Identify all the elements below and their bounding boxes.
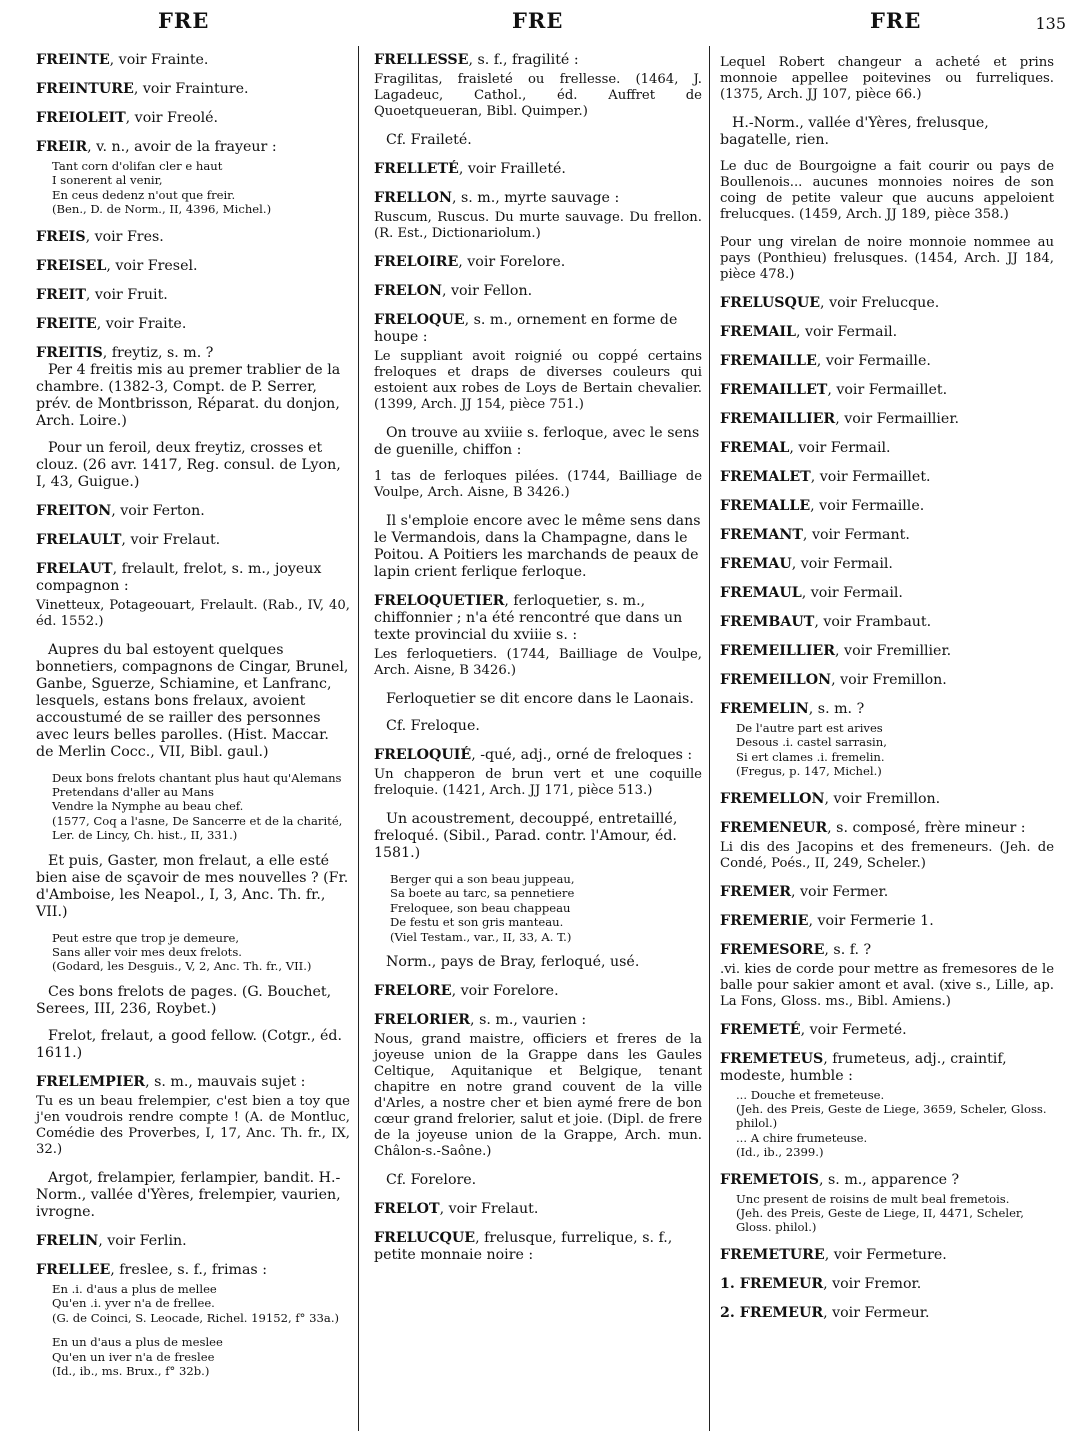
entry-definition: , voir Frainture. [133, 81, 249, 97]
headword: FREMAL [720, 440, 790, 456]
entry-definition: , voir Fermerie 1. [808, 912, 934, 929]
entry-definition: , s. m., vaurien : [470, 1012, 587, 1029]
headword: FREMBAUT [720, 614, 815, 630]
dictionary-entry [720, 1022, 1054, 1039]
entry-headline [36, 52, 350, 69]
headword: FREMETEUS [720, 1050, 824, 1067]
entry-definition: , frumeteus, adj., craintif, modeste, humble : [720, 1050, 1007, 1084]
headword: FRELOQUE [374, 312, 465, 328]
entry-definition: , frelault, frelot, s. m., joyeux compagnon : [36, 560, 322, 594]
citation: Ruscum, Ruscus. Du murte sauvage. Du frellon. (R. Est., Dictionariolum.) [374, 210, 702, 241]
entry-headline [374, 283, 702, 300]
dictionary-entry [36, 287, 350, 304]
entry-definition: , s. m., apparence ? [819, 1171, 960, 1188]
column-1 [36, 52, 350, 1390]
headword: FRELORE [374, 983, 452, 1000]
entry-definition: , voir Fremillon. [824, 790, 941, 807]
entry-definition: , voir Fraite. [96, 315, 187, 332]
dictionary-entry [36, 139, 350, 217]
citation: .vi. kies de corde pour mettre as fremesores de le balle pour sakier amont et aval. (xive s., Lille, ap. La Fons, Gloss. ms., Bibl. Amiens.) [720, 961, 1054, 1009]
entry-headline [374, 312, 702, 346]
citation: Les ferloquetiers. (1744, Bailliage de Voulpe, Arch. Aisne, B 3426.) [374, 647, 702, 678]
headword: FRELON [374, 283, 442, 299]
entry-headline [720, 1172, 1054, 1189]
dictionary-entry [374, 312, 702, 581]
entry-definition: , s. m., myrte sauvage : [451, 190, 620, 206]
entry-definition: , voir Fermer. [791, 883, 889, 900]
entry-definition: , voir Fremillier. [835, 643, 952, 659]
dictionary-entry [720, 353, 1054, 370]
citation: Pour ung virelan de noire monnoie nommee au pays (Ponthieu) frelusques. (1454, Arch. JJ 184, pièce 478.) [720, 235, 1054, 282]
entry-headline [720, 1247, 1054, 1264]
verse-citation: En .i. d'aus a plus de mellee Qu'en .i. yver n'a de frellee. (G. de Coinci, S. Leocade, Richel. 19152, f° 33a.) [52, 1281, 340, 1325]
entry-definition: , voir Frainte. [109, 52, 209, 68]
entry-headline [374, 1012, 702, 1029]
entry-headline [720, 1051, 1054, 1085]
entry-paragraph: Per 4 freitis mis au premer trablier de la chambre. (1382-3, Compt. de P. Serrer, prév. de Montbrisson, Réparat. du donjon, Arch. Loire.) [36, 361, 341, 429]
entry-paragraph: Aupres du bal estoyent quelques bonnetiers, compagnons de Cingar, Brunel, Ganbe, Sguerze, Schiamine, et Lanfranc, lesquels, estans bons frelaux, avoient accoustumé de se railler des personnes avec leurs belles parolles. (Hist. Maccar. de Merlin Cocc., VII, Bibl. gaul.) [36, 641, 349, 760]
entry-definition: , voir Fellon. [441, 283, 533, 299]
headword: 1. FREMEUR [720, 1275, 824, 1292]
headword: FREITE [36, 315, 97, 332]
entry-headline [36, 316, 350, 333]
headword: FREMAU [720, 556, 792, 572]
headword: FREMEILLON [720, 672, 832, 688]
entry-headline [374, 983, 702, 1000]
dictionary-entry [720, 585, 1054, 602]
entry-headline [720, 527, 1054, 544]
dictionary-entry [36, 1233, 350, 1250]
entry-definition: , voir Fruit. [85, 286, 168, 303]
entry-headline [36, 1233, 350, 1250]
entry-definition: , voir Fermail. [796, 324, 898, 340]
dictionary-entry [36, 503, 350, 520]
column-rule-1 [358, 46, 359, 1431]
dictionary-entry [374, 747, 702, 971]
headword: FRELEMPIER [36, 1073, 146, 1090]
entry-definition: , voir Fermail. [789, 440, 891, 456]
entry-definition: , voir Ferton. [111, 502, 205, 519]
headword: FREIR [36, 139, 88, 155]
entry-definition: , s. f., fragilité : [468, 52, 579, 68]
verse-citation: Deux bons frelots chantant plus haut qu'Alemans Pretendans d'aller au Mans Vendre la Nymphe au beau chef. (1577, Coq a l'asne, De Sancerre et de la charité, Ler. de Lincy, Ch. hist., II, 331.) [52, 770, 343, 843]
entry-definition: , voir Fremor. [823, 1275, 922, 1292]
entry-definition: , s. m. ? [808, 701, 865, 717]
dictionary-entry [720, 1172, 1054, 1235]
headword: FREMER [720, 883, 791, 900]
entry-headline [720, 469, 1054, 486]
entry-headline [374, 52, 702, 69]
dictionary-entry [720, 1247, 1054, 1264]
headword: FRELUSQUE [720, 295, 821, 311]
entry-headline [720, 942, 1054, 959]
entry-definition: , voir Frelaut. [439, 1201, 539, 1218]
entry-definition: , freytiz, s. m. ? [102, 344, 214, 361]
headword: FREISEL [36, 257, 107, 274]
entry-paragraph: On trouve au xviiie s. ferloque, avec le sens de guenille, chiffon : [374, 425, 700, 458]
entry-headline [720, 643, 1054, 660]
entry-definition: , voir Fermeture. [824, 1246, 947, 1263]
column-2 [374, 52, 702, 1276]
dictionary-entry [374, 283, 702, 300]
dictionary-entry [36, 345, 350, 491]
dictionary-entry [36, 52, 350, 69]
dictionary-entry [36, 532, 350, 549]
entry-headline [36, 81, 350, 98]
dictionary-entry [36, 1262, 350, 1378]
entry-headline [36, 229, 350, 246]
header-right: FRE [870, 8, 922, 33]
dictionary-entry [720, 527, 1054, 544]
dictionary-entry [720, 324, 1054, 341]
dictionary-entry [720, 614, 1054, 631]
dictionary-entry [720, 820, 1054, 872]
entry-headline [374, 747, 702, 764]
dictionary-entry [720, 942, 1054, 1010]
citation: 1 tas de ferloques pilées. (1744, Bailliage de Voulpe, Arch. Aisne, B 3426.) [374, 469, 702, 500]
dictionary-entry [374, 161, 702, 178]
header-center: FRE [512, 8, 564, 33]
dictionary-entry [374, 1201, 702, 1218]
dictionary-entry [720, 411, 1054, 428]
citation: Li dis des Jacopins et des fremeneurs. (Jeh. de Condé, Poés., II, 249, Scheler.) [720, 839, 1054, 871]
dictionary-entry [720, 701, 1054, 779]
entry-headline [720, 672, 1054, 689]
entry-headline [720, 295, 1054, 312]
entry-headline [720, 556, 1054, 573]
headword: FREINTURE [36, 81, 134, 97]
verse-citation: De l'autre part est arives Desous .i. castel sarrasin, Si ert clames .i. fremelin. (Fregus, p. 147, Michel.) [736, 721, 887, 779]
entry-headline [36, 503, 350, 520]
dictionary-entry [36, 316, 350, 333]
citation: Le duc de Bourgoigne a fait courir ou pays de Boullenois... aucunes monnoies noires de son coing de petite valeur que aucuns appeloient frelucques. (1459, Arch. JJ 189, pièce 358.) [720, 159, 1054, 222]
entry-paragraph: Un acoustrement, decouppé, entretaillé, freloqué. (Sibil., Parad. contr. l'Amour, éd. 1581.) [374, 811, 678, 861]
entry-paragraph: Norm., pays de Bray, ferloqué, usé. [386, 954, 640, 971]
headword: FREMALLE [720, 498, 811, 514]
headword: FRELLETÉ [374, 161, 459, 177]
citation: Nous, grand maistre, officiers et freres de la joyeuse union de la Grappe dans les Gaules Celtique, Aquitanique et Belgique, tenant chapitre en notre grand couvent de la ville d'Arles, a nostre cher et bien aymé frere de bon cœur grand frelorier, salut et joie. (Dipl. de frere de la joyeuse union de la Grappe, Arch. mun. Châlon-s.-Saône.) [374, 1032, 702, 1160]
entry-headline [374, 161, 702, 178]
headword: FREMAILLET [720, 382, 828, 398]
dictionary-entry [36, 81, 350, 98]
entry-headline [374, 593, 702, 644]
entry-definition: , ferloquetier, s. m., chiffonnier ; n'a été rencontré que dans un texte provincial du xviiie s. : [374, 593, 683, 643]
verse-citation: Unc present de roisins de mult beal fremetois. (Jeh. des Preis, Geste de Liege, II, 4471, Scheler, Gloss. philol.) [736, 1191, 1024, 1235]
dictionary-entry [720, 643, 1054, 660]
entry-paragraph: Pour un feroil, deux freytiz, crosses et clouz. (26 avr. 1417, Reg. consul. de Lyon, I, 43, Guigue.) [36, 439, 341, 490]
headword: FRELLEE [36, 1261, 111, 1278]
entry-headline [36, 345, 350, 362]
entry-headline [720, 791, 1054, 808]
headword: FRELORIER [374, 1012, 471, 1029]
verse-citation: En un d'aus a plus de meslee Qu'en un iver n'a de freslee (Id., ib., ms. Brux., f° 32b.) [52, 1335, 223, 1378]
headword: FREMERIE [720, 912, 809, 929]
entry-definition: , voir Frailleté. [458, 161, 566, 177]
dictionary-entry [374, 1012, 702, 1189]
entry-headline [374, 1201, 702, 1218]
headword: FRELUCQUE [374, 1230, 476, 1247]
entry-definition: , voir Freolé. [125, 110, 219, 126]
headword: FREMAUL [720, 585, 802, 601]
entry-definition: , voir Fremillon. [831, 672, 947, 688]
headword: FRELOT [374, 1201, 440, 1218]
entry-headline [720, 1022, 1054, 1039]
running-header [0, 8, 1078, 38]
headword: FREMELLON [720, 790, 825, 807]
entry-headline [36, 1074, 350, 1091]
entry-definition: , voir Fermaille. [810, 498, 925, 514]
headword: FRELAUT [36, 560, 113, 577]
entry-definition: , freslee, s. f., frimas : [110, 1261, 267, 1278]
dictionary-entry [374, 254, 702, 271]
dictionary-entry [374, 1230, 702, 1264]
entry-definition: , voir Fermeté. [800, 1021, 907, 1038]
entry-definition: , voir Fermail. [791, 556, 893, 572]
dictionary-entry [720, 913, 1054, 930]
entry-headline [720, 1305, 1054, 1322]
headword: FRELOQUIÉ [374, 747, 472, 763]
entry-definition: , voir Fermeur. [823, 1304, 930, 1321]
entry-paragraph: Argot, frelampier, ferlampier, bandit. H.-Norm., vallée d'Yères, frelempier, vaurien, ivrogne. [36, 1169, 341, 1220]
entry-definition: , voir Frambaut. [814, 614, 932, 630]
entry-headline [36, 532, 350, 549]
entry-paragraph: Cf. Freloque. [386, 718, 480, 734]
entry-paragraph: H.-Norm., vallée d'Yères, frelusque, bagatelle, rien. [720, 115, 989, 148]
entry-paragraph: Ferloquetier se dit encore dans le Laonais. [386, 691, 694, 707]
entry-definition: , s. f. ? [824, 941, 872, 958]
column-rule-2 [709, 46, 710, 1431]
citation: Lequel Robert changeur a acheté et prins monnoie appellee poitevines ou furreliques. (1375, Arch. JJ 107, pièce 66.) [720, 55, 1054, 102]
entry-headline [374, 254, 702, 271]
entry-definition: , s. m., ornement en forme de houpe : [374, 312, 678, 345]
entry-paragraph: Cf. Forelore. [386, 1172, 477, 1189]
headword: FRELOIRE [374, 254, 459, 270]
dictionary-entry [720, 469, 1054, 486]
dictionary-entry [720, 791, 1054, 808]
headword: FREMAIL [720, 324, 797, 340]
entry-definition: , voir Fermaillier. [835, 411, 960, 427]
entry-paragraph: Cf. Fraileté. [386, 132, 472, 148]
headword: FREMEILLIER [720, 643, 836, 659]
citation: Un chapperon de brun vert et une coquille freloquie. (1421, Arch. JJ 171, pièce 513.) [374, 767, 702, 798]
headword: FRELOQUETIER [374, 593, 505, 609]
headword: 2. FREMEUR [720, 1304, 824, 1321]
entry-headline [720, 913, 1054, 930]
entry-definition: , voir Fermaillet. [827, 382, 948, 398]
entry-headline [720, 353, 1054, 370]
headword: FREMALET [720, 469, 811, 485]
entry-definition: , voir Frelucque. [820, 295, 940, 311]
dictionary-entry [720, 498, 1054, 515]
dictionary-entry [720, 556, 1054, 573]
citation: Tu es un beau frelempier, c'est bien a toy que j'en voudrois rendre compte ! (A. de Montluc, Comédie des Proverbes, I, 17, Anc. Th. fr., IX, 32.) [36, 1093, 350, 1157]
dictionary-entry [720, 1305, 1054, 1322]
entry-headline [36, 287, 350, 304]
entry-definition: , voir Fresel. [106, 257, 198, 274]
entry-headline [36, 1262, 350, 1279]
entry-headline [36, 110, 350, 127]
entry-headline [36, 561, 350, 595]
headword: FREMETURE [720, 1246, 825, 1263]
entry-headline [720, 585, 1054, 602]
dictionary-entry [720, 440, 1054, 457]
dictionary-entry [374, 190, 702, 242]
dictionary-entry [36, 561, 350, 1062]
entry-definition: , voir Fres. [85, 228, 164, 245]
dictionary-entry [720, 55, 1054, 283]
entry-definition: , s. composé, frère mineur : [827, 819, 1026, 836]
verse-citation: Berger qui a son beau juppeau, Sa boete au tarc, sa pennetiere Freloquee, son beau chappeau De festu et son gris manteau. (Viel Testam., var., II, 33, A. T.) [390, 872, 575, 944]
entry-definition: , v. n., avoir de la frayeur : [87, 139, 277, 155]
headword: FREMETOIS [720, 1171, 819, 1188]
headword: FREMELIN [720, 701, 809, 717]
entry-definition: , frelusque, furrelique, s. f., petite monnaie noire : [374, 1230, 673, 1264]
entry-headline [720, 324, 1054, 341]
entry-headline [720, 701, 1054, 718]
entry-headline [720, 884, 1054, 901]
entry-headline [720, 382, 1054, 399]
dictionary-entry [720, 1051, 1054, 1160]
entry-headline [720, 614, 1054, 631]
entry-definition: , s. m., mauvais sujet : [145, 1073, 306, 1090]
entry-headline [36, 258, 350, 275]
dictionary-entry [720, 672, 1054, 689]
dictionary-entry [720, 884, 1054, 901]
headword: FREIOLEIT [36, 110, 126, 126]
headword: FREIT [36, 286, 86, 303]
headword: FRELIN [36, 1232, 99, 1249]
column-3 [720, 52, 1054, 1334]
dictionary-entry [36, 258, 350, 275]
verse-citation: Peut estre que trop je demeure, Sans aller voir mes deux frelots. (Godard, les Desguis., V, 2, Anc. Th. fr., VII.) [52, 930, 312, 974]
citation: Le suppliant avoit roignié ou coppé certains freloques et draps de diverses couleurs qui estoient aux robes de Loys de Bertain chevalier. (1399, Arch. JJ 154, pièce 751.) [374, 349, 702, 412]
entry-definition: , voir Fermaille. [816, 353, 931, 369]
entry-headline [36, 139, 350, 156]
entry-headline [720, 820, 1054, 837]
headword: FREMESORE [720, 941, 825, 958]
entry-definition: , voir Forelore. [451, 983, 559, 1000]
entry-headline [374, 1230, 702, 1264]
headword: FRELAULT [36, 531, 122, 548]
headword: FREIS [36, 228, 86, 245]
entry-definition: , -qué, adj., orné de freloques : [471, 747, 693, 763]
dictionary-entry [36, 229, 350, 246]
dictionary-entry [36, 110, 350, 127]
dictionary-entry [374, 593, 702, 735]
entry-headline [720, 1276, 1054, 1293]
entry-headline [720, 411, 1054, 428]
page-number: 135 [1035, 14, 1066, 33]
headword: FREINTE [36, 52, 110, 68]
headword: FREITON [36, 502, 112, 519]
verse-citation: ... Douche et fremeteuse. (Jeh. des Preis, Geste de Liege, 3659, Scheler, Gloss. philol.) ... A chire frumeteuse. (Id., ib., 2399.) [736, 1087, 1047, 1160]
headword: FREMAILLIER [720, 411, 836, 427]
dictionary-entry [374, 983, 702, 1000]
citation: Fragilitas, fraisleté ou frellesse. (1464, J. Lagadeuc, Cathol., éd. Auffret de Quoetqueueran, Bibl. Quimper.) [374, 72, 702, 119]
entry-headline [720, 498, 1054, 515]
dictionary-entry [374, 52, 702, 149]
headword: FRELLESSE [374, 52, 469, 68]
entry-definition: , voir Fermant. [802, 527, 910, 543]
entry-definition: , voir Fermaillet. [810, 469, 931, 485]
entry-definition: , voir Ferlin. [98, 1232, 187, 1249]
entry-headline [374, 190, 702, 207]
headword: FREMENEUR [720, 819, 828, 836]
dictionary-entry [36, 1074, 350, 1221]
verse-citation: Tant corn d'olifan cler e haut I sonerent al venir, En ceus dedenz n'out que freir. (Ben., D. de Norm., II, 4396, Michel.) [52, 159, 272, 217]
headword: FREITIS [36, 344, 103, 361]
headword: FREMANT [720, 527, 803, 543]
headword: FRELLON [374, 190, 452, 206]
citation: Vinetteux, Potageouart, Frelault. (Rab., IV, 40, éd. 1552.) [36, 597, 350, 629]
header-left: FRE [158, 8, 210, 33]
entry-paragraph: Il s'emploie encore avec le même sens dans le Vermandois, dans la Champagne, dans le Poitou. A Poitiers les marchands de peaux de lapin crient ferlique ferloque. [374, 513, 701, 580]
entry-definition: , voir Fermail. [801, 585, 903, 601]
entry-paragraph: Frelot, frelaut, a good fellow. (Cotgr., éd. 1611.) [36, 1027, 343, 1061]
entry-paragraph: Ces bons frelots de pages. (G. Bouchet, Serees, III, 236, Roybet.) [36, 983, 332, 1017]
entry-headline [720, 440, 1054, 457]
dictionary-entry [720, 295, 1054, 312]
entry-paragraph: Et puis, Gaster, mon frelaut, a elle esté bien aise de sçavoir de mes nouvelles ? (Fr. d'Amboise, les Neapol., I, 3, Anc. Th. fr., VII.) [36, 852, 349, 920]
headword: FREMETÉ [720, 1021, 801, 1038]
dictionary-entry [720, 1276, 1054, 1293]
dictionary-entry [720, 382, 1054, 399]
headword: FREMAILLE [720, 353, 817, 369]
entry-definition: , voir Forelore. [458, 254, 566, 270]
entry-definition: , voir Frelaut. [121, 531, 221, 548]
